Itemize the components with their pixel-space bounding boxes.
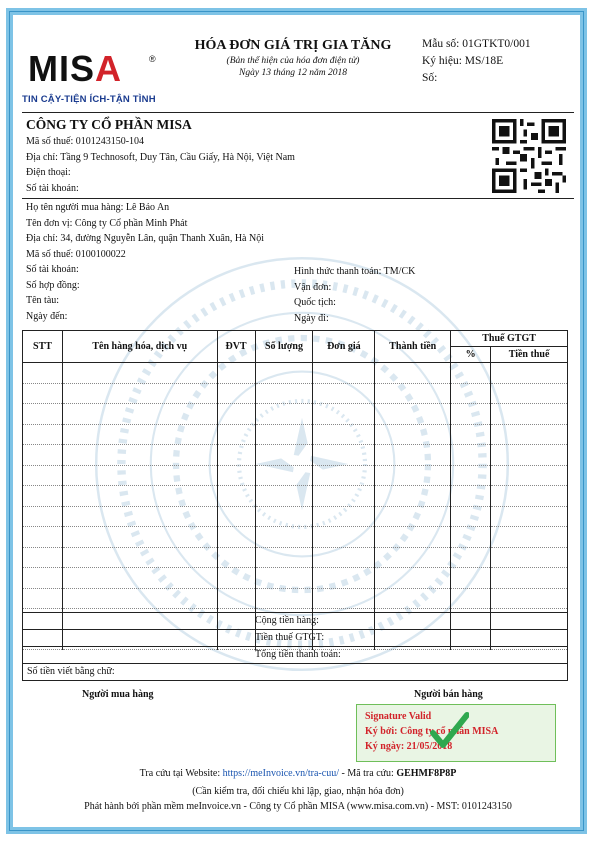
table-cell <box>255 506 313 527</box>
table-cell <box>217 486 255 507</box>
table-row <box>23 527 568 548</box>
buyer-tax-code: Mã số thuế: 0100100022 <box>26 248 126 260</box>
table-cell <box>217 588 255 609</box>
table-row <box>23 486 568 507</box>
table-cell <box>255 568 313 589</box>
table-cell <box>62 465 217 486</box>
table-cell <box>375 465 451 486</box>
col-header-amount: Thành tiền <box>375 331 451 363</box>
lookup-line <box>22 768 574 779</box>
table-cell <box>62 383 217 404</box>
total-payment-label: Tổng tiền thanh toán: <box>255 649 341 660</box>
amount-in-words-label: Số tiền viết bằng chữ: <box>27 666 115 677</box>
seller-info <box>26 116 295 196</box>
col-header-name: Tên hàng hóa, dịch vụ <box>62 331 217 363</box>
table-cell <box>451 445 491 466</box>
form-number: Mẫu số: 01GTKT0/001 <box>422 38 531 50</box>
invoice-symbol: Ký hiệu: MS/18E <box>422 55 504 67</box>
table-cell <box>217 568 255 589</box>
table-cell <box>375 568 451 589</box>
table-cell <box>313 445 375 466</box>
digital-signature-box <box>356 704 556 762</box>
buyer-arrival: Ngày đến: <box>26 310 68 322</box>
items-table-body <box>23 363 568 650</box>
table-cell <box>375 363 451 384</box>
lookup-link[interactable]: https://meInvoice.vn/tra-cuu/ <box>222 768 339 779</box>
col-header-vat-rate: % <box>451 347 491 363</box>
table-cell <box>23 547 63 568</box>
table-cell <box>313 547 375 568</box>
totals-vat-row <box>22 630 568 647</box>
buyer-info <box>26 200 264 324</box>
table-cell <box>23 424 63 445</box>
invoice-page <box>22 24 574 824</box>
table-cell <box>375 424 451 445</box>
qr-code-icon <box>492 119 566 193</box>
footer-note: (Cần kiểm tra, đối chiếu khi lập, giao, nhận hóa đơn) <box>192 786 404 797</box>
table-row <box>23 465 568 486</box>
table-cell <box>375 383 451 404</box>
logo-slogan: TIN CẬY-TIỆN ÍCH-TẬN TÌNH <box>22 94 156 105</box>
invoice-title: HÓA ĐƠN GIÁ TRỊ GIA TĂNG <box>194 38 392 53</box>
table-cell <box>62 588 217 609</box>
table-cell <box>62 445 217 466</box>
table-cell <box>23 445 63 466</box>
table-cell <box>62 363 217 384</box>
table-cell <box>313 486 375 507</box>
table-row <box>23 506 568 527</box>
invoice-date: Ngày 13 tháng 12 năm 2018 <box>239 68 347 78</box>
table-cell <box>491 383 568 404</box>
table-cell <box>23 383 63 404</box>
invoice-number: Số: <box>422 72 438 84</box>
payment-method: Hình thức thanh toán: TM/CK <box>294 266 416 277</box>
table-cell <box>451 588 491 609</box>
table-cell <box>255 404 313 425</box>
misa-logo <box>22 42 162 110</box>
buyer-address: Địa chỉ: 34, đường Nguyễn Lân, quận Thanh Xuân, Hà Nội <box>26 233 264 244</box>
header-divider <box>22 112 574 113</box>
table-cell <box>62 547 217 568</box>
logo-wordmark: MISA <box>28 48 123 89</box>
table-cell <box>375 445 451 466</box>
footer-issued-by: Phát hành bởi phần mềm meInvoice.vn - Công ty Cổ phần MISA (www.misa.com.vn) - MST: 0101243150 <box>84 801 512 812</box>
seller-signature-label: Người bán hàng <box>414 689 483 700</box>
table-cell <box>375 506 451 527</box>
table-cell <box>451 527 491 548</box>
table-cell <box>255 527 313 548</box>
table-cell <box>313 527 375 548</box>
table-cell <box>23 363 63 384</box>
table-cell <box>255 465 313 486</box>
table-cell <box>491 506 568 527</box>
nationality: Quốc tịch: <box>294 297 336 308</box>
total-vat-label: Tiền thuế GTGT: <box>255 632 325 643</box>
buyer-contract: Số hợp đồng: <box>26 279 80 291</box>
table-cell <box>217 445 255 466</box>
table-cell <box>23 465 63 486</box>
table-cell <box>451 363 491 384</box>
table-cell <box>491 547 568 568</box>
table-cell <box>491 588 568 609</box>
table-cell <box>255 363 313 384</box>
amount-in-words-row <box>22 664 568 681</box>
items-table <box>22 330 568 650</box>
buyer-info-right <box>294 264 415 326</box>
table-cell <box>451 506 491 527</box>
table-cell <box>62 568 217 589</box>
table-row <box>23 424 568 445</box>
table-cell <box>313 506 375 527</box>
totals-goods-row <box>22 612 568 630</box>
table-cell <box>62 486 217 507</box>
bill-of-lading: Vận đơn: <box>294 281 332 293</box>
lookup-code-label: - Mã tra cứu: <box>341 768 394 779</box>
table-cell <box>491 445 568 466</box>
lookup-code: GEHMF8P8P <box>396 768 457 779</box>
col-header-vat-amount: Tiền thuế <box>491 347 568 363</box>
table-cell <box>255 486 313 507</box>
table-cell <box>23 506 63 527</box>
registered-mark: ® <box>149 54 156 64</box>
table-cell <box>217 465 255 486</box>
buyer-ship: Tên tàu: <box>26 295 60 306</box>
table-cell <box>255 445 313 466</box>
table-row <box>23 547 568 568</box>
table-cell <box>375 404 451 425</box>
table-cell <box>62 506 217 527</box>
table-cell <box>23 568 63 589</box>
buyer-account: Số tài khoản: <box>26 264 79 275</box>
signature-date: Ký ngày: 21/05/2018 <box>365 741 453 752</box>
table-cell <box>217 547 255 568</box>
table-row <box>23 383 568 404</box>
table-cell <box>451 465 491 486</box>
checkmark-icon <box>429 711 469 751</box>
signature-signed-by: Ký bởi: Công ty cổ phần MISA <box>365 726 499 737</box>
totals-payment-row <box>22 647 568 664</box>
seller-name: CÔNG TY CỔ PHẦN MISA <box>26 117 192 132</box>
table-cell <box>23 588 63 609</box>
col-header-vat: Thuế GTGT <box>451 331 568 347</box>
table-cell <box>451 404 491 425</box>
table-cell <box>23 404 63 425</box>
col-header-price: Đơn giá <box>313 331 375 363</box>
seller-account: Số tài khoản: <box>26 182 79 194</box>
col-header-qty: Số lượng <box>255 331 313 363</box>
table-cell <box>451 424 491 445</box>
table-cell <box>23 486 63 507</box>
lookup-prefix: Tra cứu tại Website: <box>139 768 221 779</box>
table-cell <box>451 486 491 507</box>
table-cell <box>451 568 491 589</box>
table-cell <box>491 527 568 548</box>
table-cell <box>217 527 255 548</box>
table-row <box>23 568 568 589</box>
table-cell <box>217 424 255 445</box>
table-cell <box>217 506 255 527</box>
seller-address: Địa chỉ: Tầng 9 Technosoft, Duy Tân, Cầu Giấy, Hà Nội, Việt Nam <box>26 151 295 163</box>
table-cell <box>313 404 375 425</box>
table-row <box>23 404 568 425</box>
buyer-signature-label: Người mua hàng <box>82 689 154 700</box>
table-cell <box>451 383 491 404</box>
seller-tax-code: Mã số thuế: 0101243150-104 <box>26 136 145 147</box>
col-header-unit: ĐVT <box>217 331 255 363</box>
table-cell <box>217 404 255 425</box>
table-cell <box>491 363 568 384</box>
table-cell <box>62 424 217 445</box>
table-cell <box>62 527 217 548</box>
invoice-subtitle: (Bản thể hiện của hóa đơn điện tử) <box>226 56 360 66</box>
table-cell <box>313 568 375 589</box>
table-cell <box>451 547 491 568</box>
table-cell <box>491 486 568 507</box>
table-cell <box>255 588 313 609</box>
table-cell <box>255 424 313 445</box>
table-cell <box>217 363 255 384</box>
buyer-name: Họ tên người mua hàng: Lê Bảo An <box>26 202 170 213</box>
table-cell <box>313 363 375 384</box>
table-cell <box>217 383 255 404</box>
table-cell <box>62 404 217 425</box>
table-row <box>23 588 568 609</box>
table-row <box>23 445 568 466</box>
seller-phone: Điện thoại: <box>26 167 71 178</box>
total-goods-label: Cộng tiền hàng: <box>255 615 319 626</box>
totals-block <box>22 612 568 681</box>
table-cell <box>491 465 568 486</box>
table-cell <box>491 424 568 445</box>
departure-date: Ngày đi: <box>294 312 329 324</box>
table-cell <box>313 383 375 404</box>
table-cell <box>23 527 63 548</box>
table-cell <box>491 568 568 589</box>
table-row <box>23 363 568 384</box>
table-cell <box>313 588 375 609</box>
table-cell <box>255 547 313 568</box>
table-cell <box>313 424 375 445</box>
signature-valid: Signature Valid <box>365 711 432 722</box>
col-header-stt: STT <box>23 331 63 363</box>
table-cell <box>375 588 451 609</box>
table-cell <box>375 486 451 507</box>
table-cell <box>491 404 568 425</box>
seller-buyer-divider <box>22 198 574 199</box>
buyer-unit: Tên đơn vị: Công ty Cổ phần Minh Phát <box>26 217 188 229</box>
table-cell <box>375 547 451 568</box>
table-cell <box>375 527 451 548</box>
table-cell <box>255 383 313 404</box>
invoice-serial-block <box>422 36 531 87</box>
table-cell <box>313 465 375 486</box>
invoice-title-block <box>168 38 418 78</box>
